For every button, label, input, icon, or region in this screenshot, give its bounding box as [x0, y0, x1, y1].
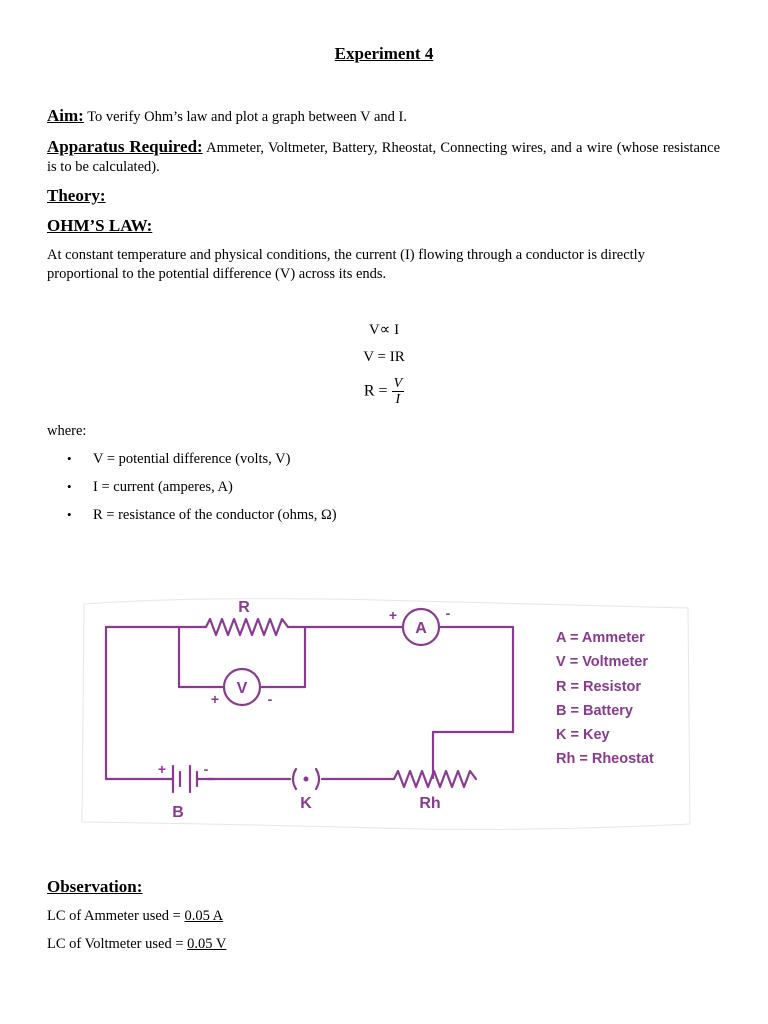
list-item: • V = potential difference (volts, V) — [47, 450, 720, 478]
battery-label: B — [172, 804, 184, 821]
proportional-equation: V∝ I — [368, 322, 400, 338]
fraction-numerator: V — [393, 376, 403, 391]
apparatus-label: Apparatus Required: — [47, 137, 203, 156]
resistor-label: R — [238, 599, 250, 616]
ohms-law-statement: At constant temperature and physical conditions, the current (I) flowing through a conductor is directly proportional to the potential difference (V) across its ends. — [47, 247, 645, 282]
key-dot — [304, 777, 309, 782]
voltmeter-lc-prefix: LC of Voltmeter used = — [47, 936, 188, 952]
aim-label: Aim: — [47, 106, 84, 125]
legend-item: V = Voltmeter — [556, 654, 648, 671]
aim-text: To verify Ohm’s law and plot a graph between V and I. — [87, 109, 407, 125]
ammeter-lc-prefix: LC of Ammeter used = — [47, 908, 185, 924]
ohm-equation: V = IR — [363, 349, 405, 365]
legend-item: B = Battery — [556, 702, 633, 719]
voltmeter-plus-sign: + — [210, 691, 220, 707]
definitions-list — [47, 450, 720, 534]
list-item: • R = resistance of the conductor (ohms, Ω) — [47, 506, 720, 534]
battery-plus-sign: + — [157, 761, 167, 777]
resistance-equation — [0, 376, 768, 407]
ammeter-label: A — [415, 620, 427, 637]
voltmeter-label: V — [236, 680, 248, 697]
apparatus-text: Ammeter, Voltmeter, Battery, Rheostat, Connecting wires, and a wire (whose resistance is to be calculated). — [47, 140, 721, 175]
ammeter-lc-value: 0.05 A — [184, 908, 224, 924]
rheostat-label: Rh — [419, 795, 441, 812]
ammeter-lc-line — [47, 907, 720, 926]
aim-line — [47, 106, 720, 127]
observation-heading: Observation: — [47, 877, 143, 896]
theory-heading: Theory: — [47, 186, 106, 205]
legend-item: K = Key — [556, 727, 610, 744]
voltmeter-minus-sign: - — [267, 691, 273, 707]
key-label: K — [300, 795, 312, 812]
ohms-law-heading: OHM’S LAW: — [47, 216, 153, 235]
resistance-lhs: R = — [363, 382, 392, 400]
where-label: where: — [47, 423, 87, 439]
apparatus-paragraph — [47, 137, 720, 177]
voltmeter-lc-value: 0.05 V — [187, 936, 227, 952]
legend-item: Rh = Rheostat — [556, 751, 654, 768]
ammeter-minus-sign: - — [445, 605, 451, 621]
circuit-legend — [556, 626, 654, 772]
fraction-denominator: I — [395, 392, 401, 407]
legend-item: A = Ammeter — [556, 630, 645, 646]
battery-minus-sign: - — [203, 761, 209, 777]
legend-item: R = Resistor — [556, 678, 642, 695]
ammeter-plus-sign: + — [388, 607, 398, 623]
voltmeter-lc-line — [47, 935, 720, 954]
list-item: • I = current (amperes, A) — [47, 478, 720, 506]
page-title: Experiment 4 — [334, 44, 434, 63]
resistance-fraction — [392, 376, 405, 407]
